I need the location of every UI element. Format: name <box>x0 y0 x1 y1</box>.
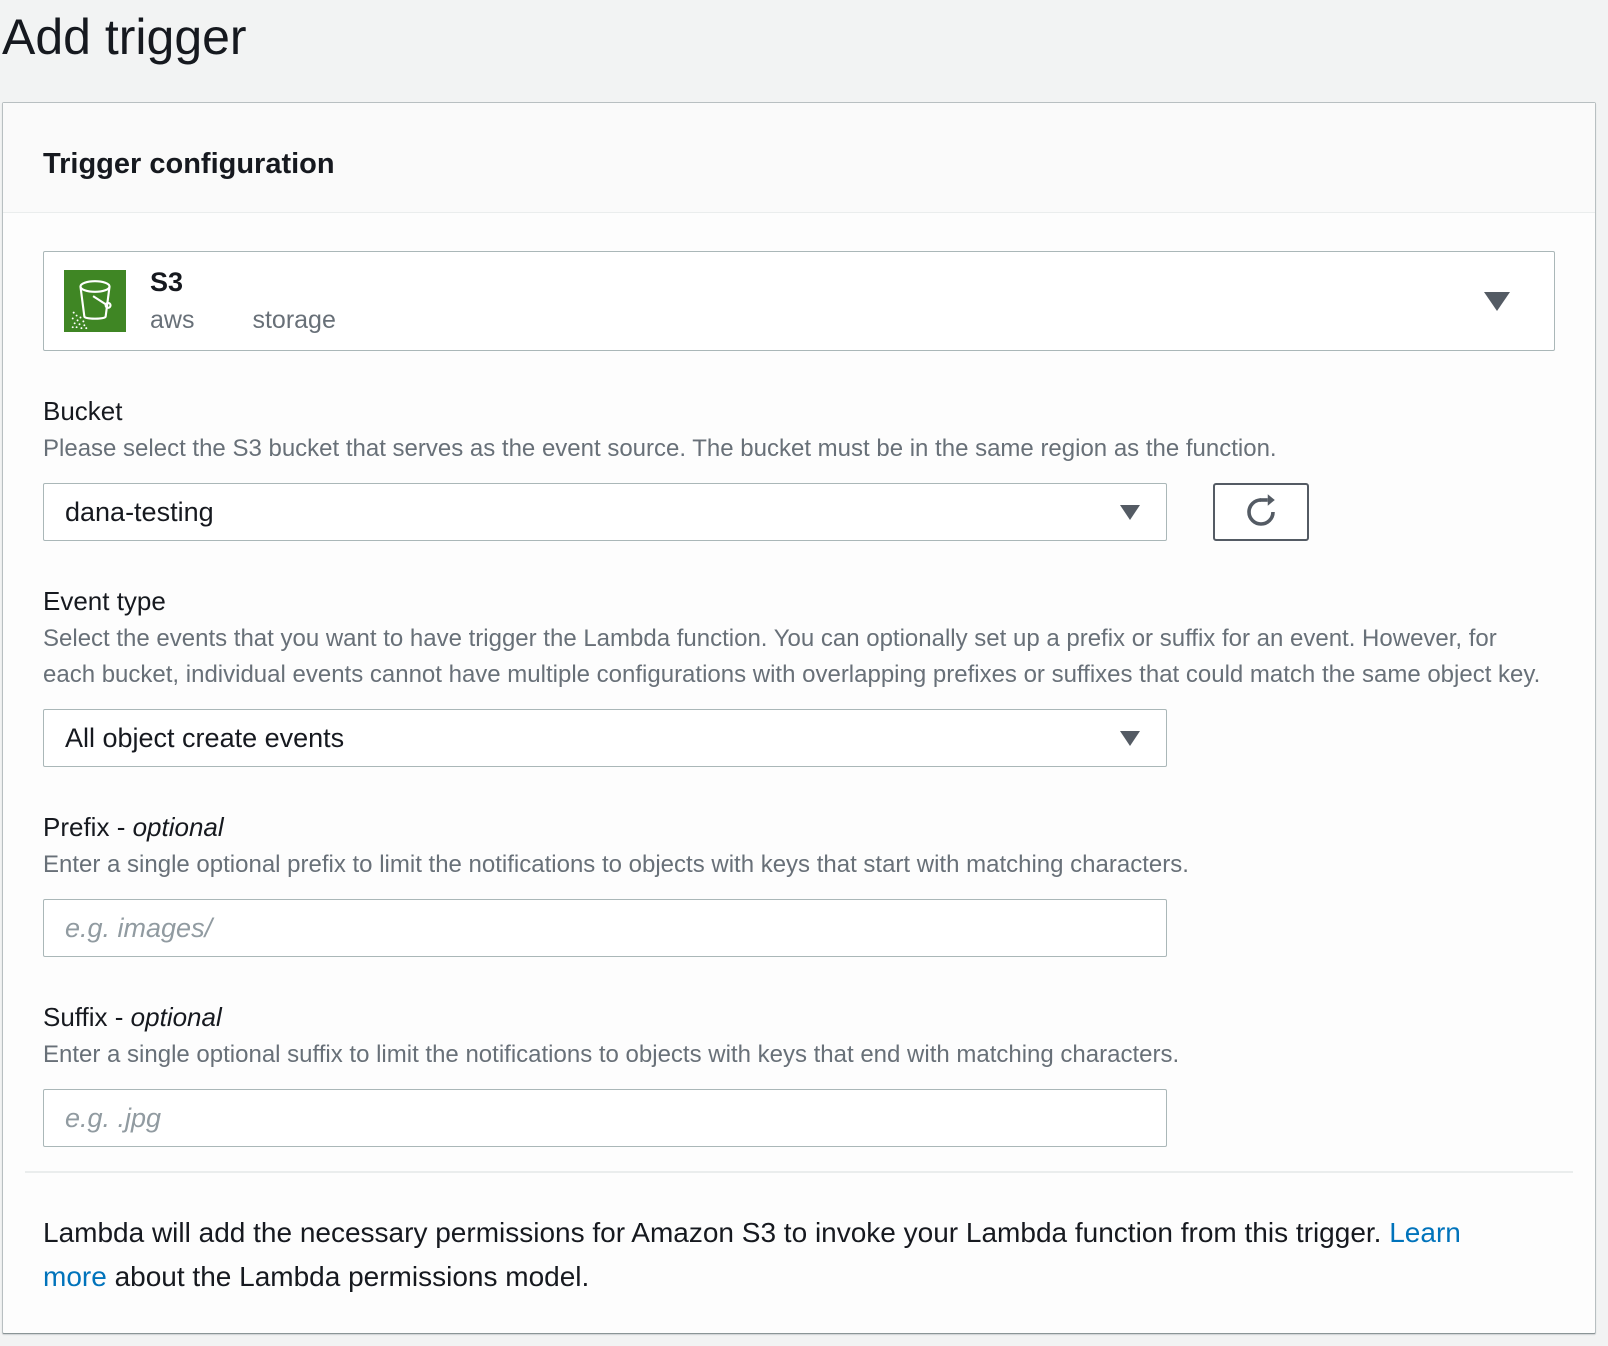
bucket-select-value: dana-testing <box>65 496 214 527</box>
page-title: Add trigger <box>2 9 247 65</box>
event-type-label: Event type <box>43 586 166 616</box>
chevron-down-icon <box>1484 292 1510 311</box>
suffix-input-wrapper <box>43 1089 1167 1147</box>
event-type-select-value: All object create events <box>65 722 345 753</box>
service-tag-vendor: aws <box>150 306 195 334</box>
bucket-label: Bucket <box>43 396 123 426</box>
bucket-select[interactable] <box>43 483 1167 541</box>
event-type-description: Select the events that you want to have trigger the Lambda function. You can optionally set up a prefix or suffix for an event. However, for each bucket, individual events cannot have multiple configurations with overlapping prefixes or suffixes that could match the same object key. <box>43 625 1541 688</box>
trigger-configuration-panel <box>2 102 1596 1334</box>
bucket-description: Please select the S3 bucket that serves as the event source. The bucket must be in the same region as the function. <box>43 435 1277 462</box>
suffix-description: Enter a single optional suffix to limit the notifications to objects with keys that end with matching characters. <box>43 1041 1180 1068</box>
service-tag-category: storage <box>252 306 336 334</box>
chevron-down-icon <box>1120 505 1140 520</box>
trigger-source-select[interactable] <box>43 251 1555 351</box>
prefix-description: Enter a single optional prefix to limit the notifications to objects with keys that start with matching characters. <box>43 851 1189 878</box>
event-type-select[interactable] <box>43 709 1167 767</box>
learn-more-link[interactable]: Learn more <box>43 1217 1461 1292</box>
refresh-icon <box>1243 494 1279 530</box>
panel-body <box>3 213 1595 1299</box>
prefix-input-wrapper <box>43 899 1167 957</box>
prefix-input[interactable] <box>65 913 1145 944</box>
suffix-label: Suffix - optional <box>43 1002 222 1032</box>
service-name: S3 <box>150 267 184 297</box>
suffix-optional-flag: optional <box>130 1002 222 1032</box>
refresh-buckets-button[interactable] <box>1213 483 1309 541</box>
prefix-optional-flag: optional <box>132 812 224 842</box>
suffix-input[interactable] <box>65 1103 1145 1134</box>
prefix-label: Prefix - optional <box>43 812 224 842</box>
chevron-down-icon <box>1120 731 1140 746</box>
panel-header-title: Trigger configuration <box>43 148 335 180</box>
service-info <box>150 267 336 335</box>
permissions-note: Lambda will add the necessary permissions for Amazon S3 to invoke your Lambda function from this trigger. Learn more about the Lambda permissions model. <box>43 1217 1461 1292</box>
section-divider <box>25 1171 1573 1173</box>
panel-header <box>3 103 1595 213</box>
s3-bucket-icon <box>64 270 126 332</box>
